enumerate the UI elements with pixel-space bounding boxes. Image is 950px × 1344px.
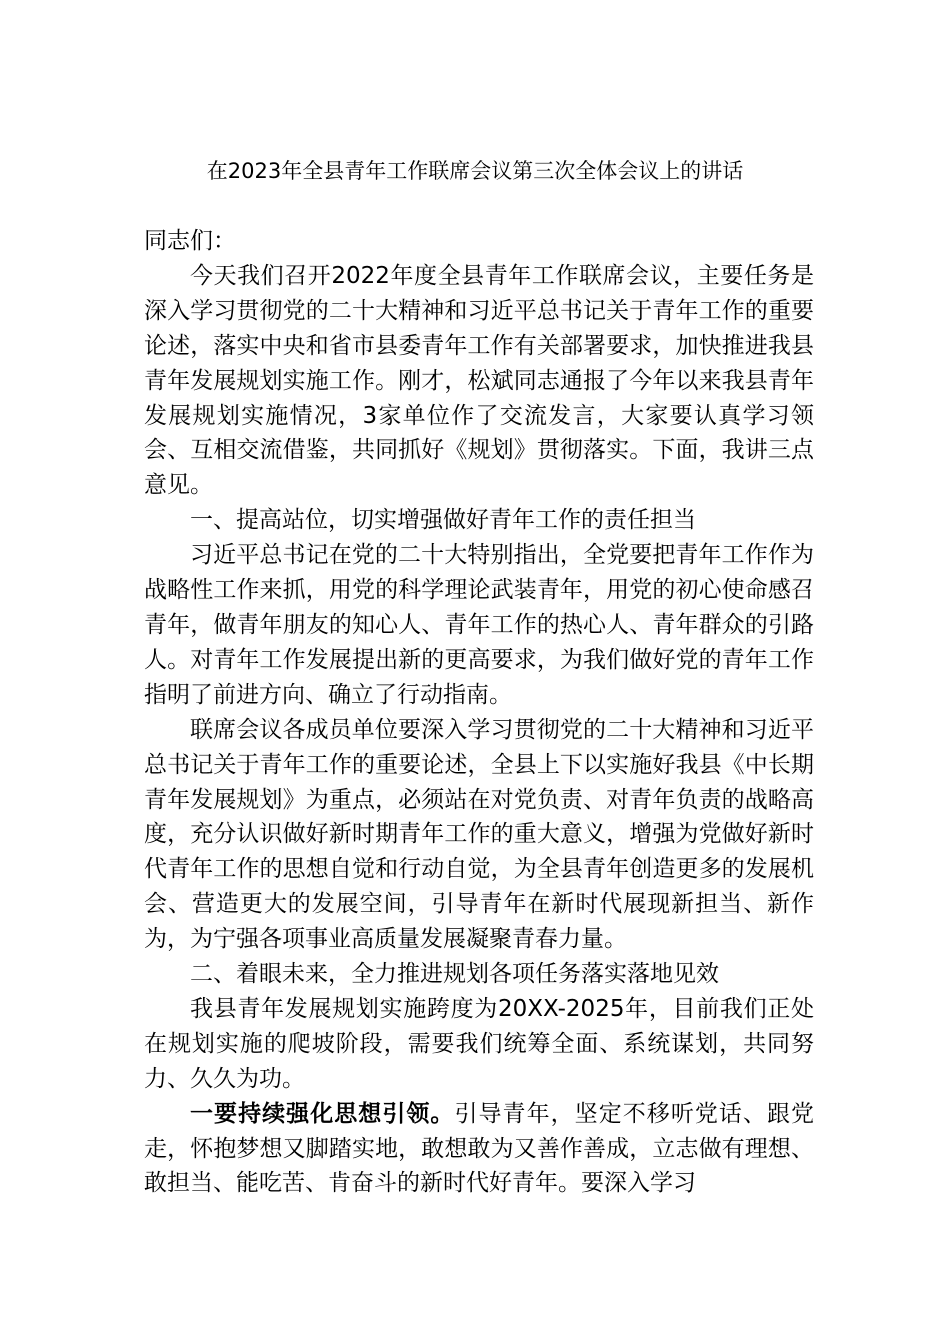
section-heading-1: 一、提高站位，切实增强做好青年工作的责任担当: [190, 507, 696, 534]
salutation: 同志们：: [144, 228, 236, 254]
section-heading-2: 二、着眼未来，全力推进规划各项任务落实落地见效: [190, 961, 719, 988]
paragraph-section-1-a: 习近平总书记在党的二十大特别指出，全党要把青年工作作为战略性工作来抓，用党的科学理论武装青年，用党的初心使命感召青年，做青年朋友的知心人、青年工作的热心人、青年群众的引路人。对青年工作发展提出新的更高要求，为我们做好党的青年工作指明了前进方向、确立了行动指南。: [144, 542, 814, 708]
paragraph-intro: 今天我们召开2022年度全县青年工作联席会议，主要任务是深入学习贯彻党的二十大精神和习近平总书记关于青年工作的重要论述，落实中央和省市县委青年工作有关部署要求，加快推进我县青年发展规划实施工作。刚才，松斌同志通报了今年以来我县青年发展规划实施情况，3家单位作了交流发言，大家要认真学习领会、互相交流借鉴，共同抓好《规划》贯彻落实。下面，我讲三点意见。: [144, 262, 814, 499]
document-title: 在2023年全县青年工作联席会议第三次全体会议上的讲话: [206, 159, 744, 183]
document-body: [144, 224, 814, 1201]
paragraph-section-2-a: 我县青年发展规划实施跨度为20XX-2025年，目前我们正处在规划实施的爬坡阶段，需要我们统筹全面、系统谋划，共同努力、久久为功。: [144, 995, 814, 1092]
paragraph-text: 引导青年，坚定不移听党话、跟党走，怀抱梦想又脚踏实地，敢想敢为又善作善成，立志做有理想、敢担当、能吃苦、肯奋斗的新时代好青年。要深入学习: [144, 1100, 815, 1197]
paragraph-lead-bold: 一要持续强化思想引领。: [190, 1100, 455, 1127]
paragraph-section-1-b: 联席会议各成员单位要深入学习贯彻党的二十大精神和习近平总书记关于青年工作的重要论述，全县上下以实施好我县《中长期青年发展规划》为重点，必须站在对党负责、对青年负责的战略高度，充分认识做好新时期青年工作的重大意义，增强为党做好新时代青年工作的思想自觉和行动自觉，为全县青年创造更多的发展机会、营造更大的发展空间，引导青年在新时代展现新担当、新作为，为宁强各项事业高质量发展凝聚青春力量。: [144, 716, 814, 953]
paragraph-section-2-b: [144, 1097, 814, 1202]
